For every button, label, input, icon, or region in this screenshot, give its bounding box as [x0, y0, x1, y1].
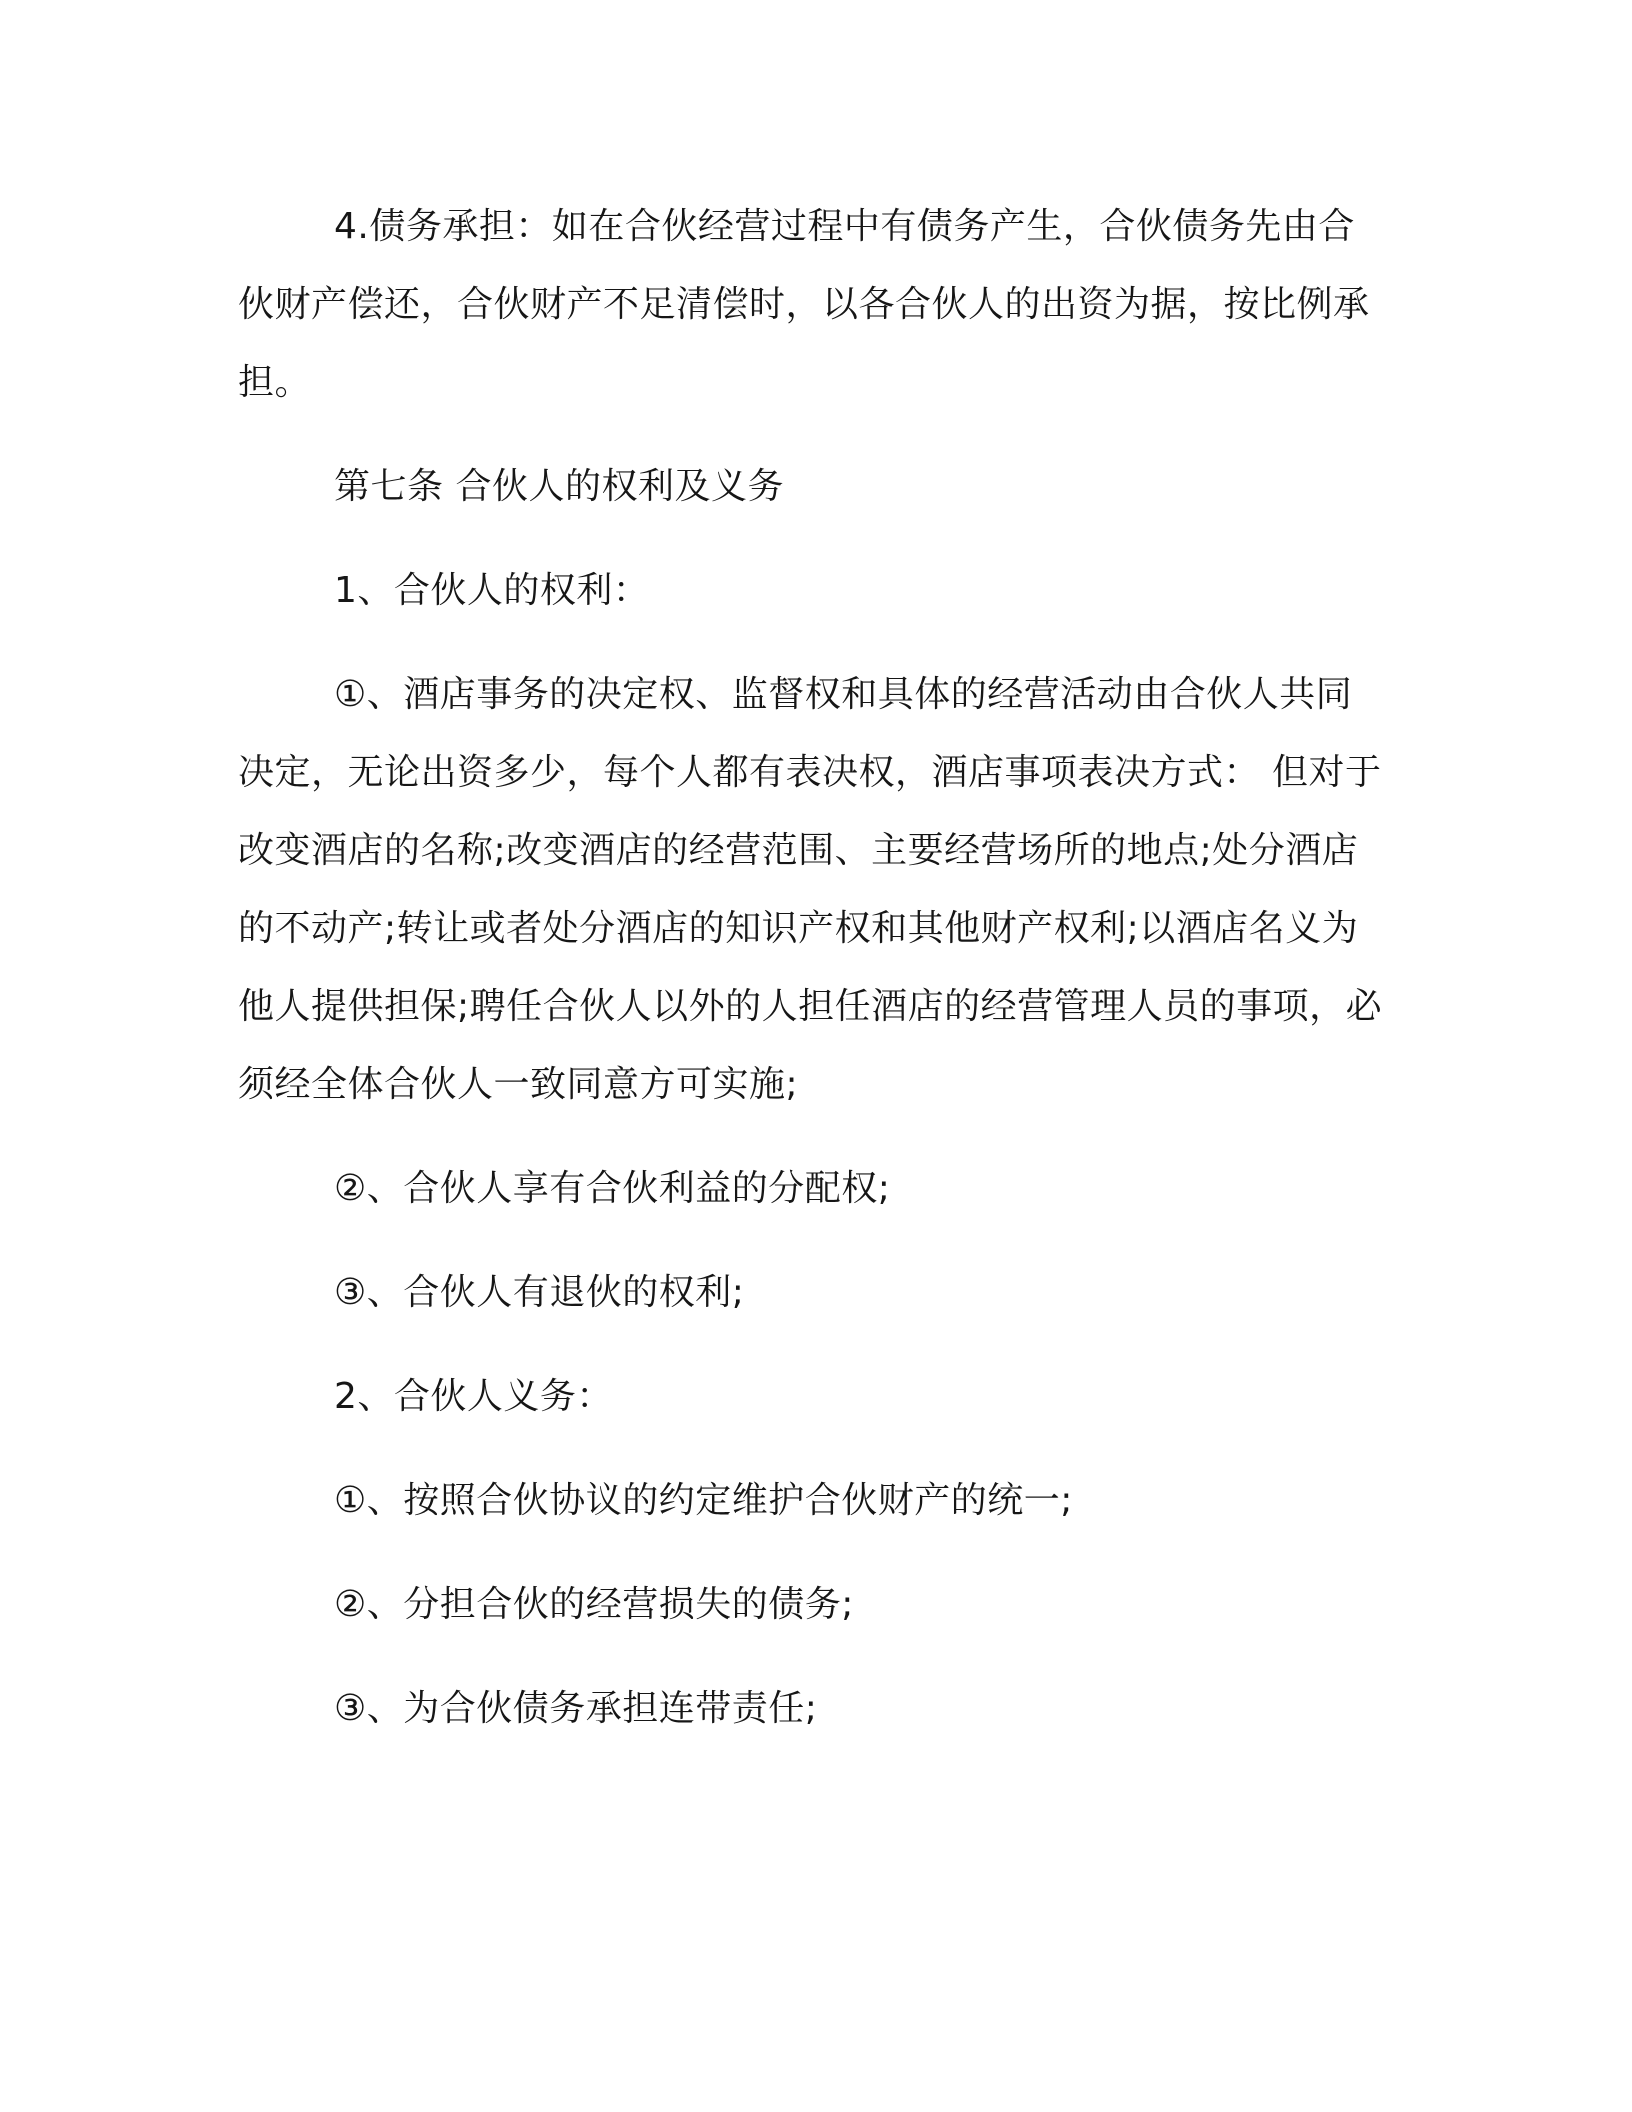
debt-bearing-paragraph: 4.债务承担：如在合伙经营过程中有债务产生，合伙债务先由合伙财产偿还，合伙财产不足清偿时，以各合伙人的出资为据，按比例承担。	[238, 206, 1370, 403]
partner-obligations-heading: 2、合伙人义务：	[334, 1376, 613, 1417]
obligations-item-3: ③、为合伙债务承担连带责任;	[334, 1688, 818, 1729]
partner-rights-heading: 1、合伙人的权利：	[334, 570, 650, 611]
document-body	[238, 188, 1388, 1774]
obligations-item-2: ②、分担合伙的经营损失的债务;	[334, 1584, 854, 1625]
rights-item-3: ③、合伙人有退伙的权利;	[334, 1272, 745, 1313]
obligations-item-1: ①、按照合伙协议的约定维护合伙财产的统一;	[334, 1480, 1073, 1521]
rights-item-1: ①、酒店事务的决定权、监督权和具体的经营活动由合伙人共同决定，无论出资多少，每个人都有表决权，酒店事项表决方式： 但对于改变酒店的名称;改变酒店的经营范围、主要经营场所的地点;处分酒店的不动产;转让或者处分酒店的知识产权和其他财产权利;以酒店名义为他人提供担保;聘任合伙人以外的人担任酒店的经营管理人员的事项，必须经全体合伙人一致同意方可实施;	[238, 674, 1383, 1105]
article-seven-heading: 第七条 合伙人的权利及义务	[334, 466, 784, 507]
rights-item-2: ②、合伙人享有合伙利益的分配权;	[334, 1168, 891, 1209]
